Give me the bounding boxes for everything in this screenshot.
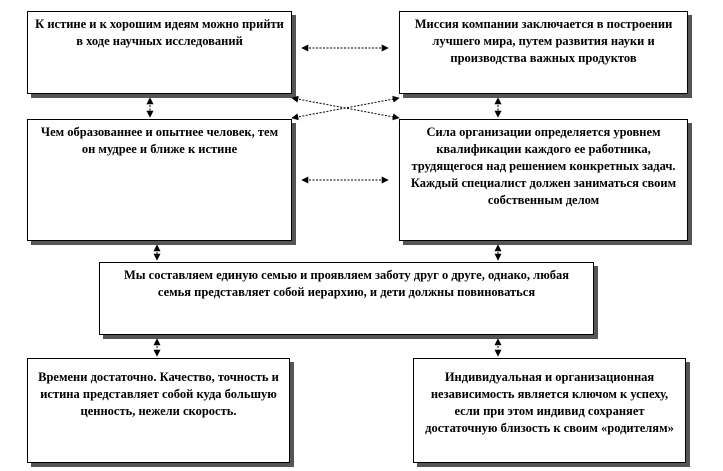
box-truth-research: К истине и к хорошим идеям можно прийти в ходе научных исследований [27,11,292,94]
box-individual-independence: Индивидуальная и организационная независимость является ключом к успеху, если при этом индивид сохраняет достаточную близость к своим «родителям» [413,358,686,463]
box-educated-wiser: Чем образованнее и опытнее человек, тем он мудрее и ближе к истине [27,119,292,241]
box-one-family: Мы составляем единую семью и проявляем заботу друг о друге, однако, любая семья представляет собой иерархию, и дети должны повиноваться [99,262,594,335]
box-time-enough: Времени достаточно. Качество, точность и истина представляет собой куда большую ценность, нежели скорость. [27,358,290,463]
box-company-mission: Миссия компании заключается в построении лучшего мира, путем развития науки и производства важных продуктов [399,11,688,94]
box-organization-strength: Сила организации определяется уровнем квалификации каждого ее работника, трудящегося над решением конкретных задач. Каждый специалист должен заниматься своим собственным делом [399,119,688,241]
